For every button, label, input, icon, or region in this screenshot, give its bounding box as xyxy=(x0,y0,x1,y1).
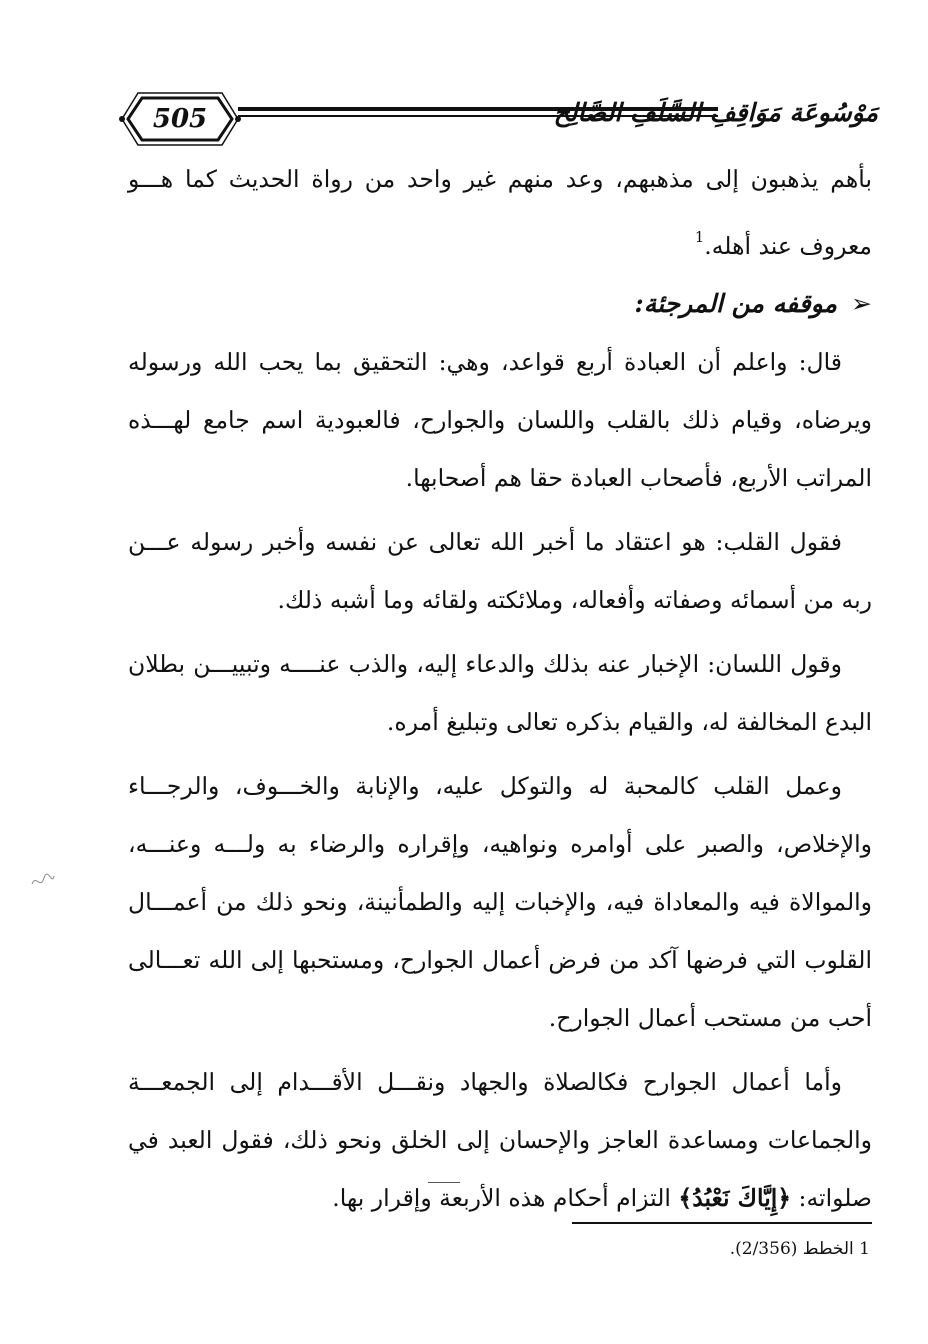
paragraph: قال: واعلم أن العبادة أربع قواعد، وهي: التحقيق بما يحب الله ورسوله ويرضاه، وقيام ذلك بالقلب واللسان والجوارح، فالعبودية اسم جامع لهـــذه المراتب الأربع، فأصحاب العبادة حقا هم أصحابها. xyxy=(128,348,872,492)
paragraph: وقول اللسان: الإخبار عنه بذلك والدعاء إليه، والذب عنــــه وتبييـــن بطلان البدع المخالفة له، والقيام بذكره تعالى وتبليغ أمره. xyxy=(128,650,872,736)
page-body xyxy=(128,150,872,1227)
footnote-separator xyxy=(572,1222,872,1224)
arrow-bullet-icon: ➢ xyxy=(851,289,872,318)
page-number-badge xyxy=(118,88,242,150)
paragraph-text: وأما أعمال الجوارح فكالصلاة والجهاد ونقـــل الأقـــدام إلى الجمعـــة والجماعات ومساعدة العاجز والإحسان إلى الخلق ونحو ذلك، فقول العبد في صلواته: xyxy=(128,1068,872,1212)
series-title: مَوْسُوعَة مَوَاقِفِ السَّلَفِ الصَّالِح xyxy=(553,98,878,127)
section-heading-text: موقفه من المرجئة: xyxy=(634,289,838,318)
intro-paragraph xyxy=(128,150,872,275)
page-number: 505 xyxy=(152,104,208,134)
footnote-ref[interactable]: 1 xyxy=(694,228,705,246)
paragraph-last xyxy=(128,1053,872,1227)
footnote-text: الخطط (2/356). xyxy=(729,1239,854,1259)
intro-text: بأهم يذهبون إلى مذهبهم، وعد منهم غير واحد من رواة الحديث كما هـــو معروف عند أهله. xyxy=(128,165,872,260)
paragraph: وعمل القلب كالمحبة له والتوكل عليه، والإنابة والخـــوف، والرجـــاء والإخلاص، والصبر على أوامره ونواهيه، وإقراره والرضاء به ولـــه وعنـــه، والموالاة فيه والمعاداة فيه، والإخبات إليه والطمأنينة، ونحو ذلك من أعمـــال القلوب التي فرضها آكد من فرض أعمال الجوارح، ومستحبها إلى الله تعـــالى أحب من مستحب أعمال الجوارح. xyxy=(128,772,872,1032)
margin-squiggle-icon xyxy=(28,866,58,896)
footnote-number: 1 xyxy=(859,1239,870,1259)
footnote xyxy=(470,1234,870,1264)
end-dash xyxy=(428,1182,460,1183)
paragraph: فقول القلب: هو اعتقاد ما أخبر الله تعالى عن نفسه وأخبر رسوله عـــن ربه من أسمائه وصفاته وأفعاله، وملائكته ولقائه وما أشبه ذلك. xyxy=(128,528,872,614)
page-header xyxy=(118,88,878,150)
section-heading xyxy=(128,275,872,333)
quran-verse: ﴿إِيَّاكَ نَعْبُدُ﴾ xyxy=(678,1184,792,1212)
paragraph-tail: التزام أحكام هذه الأربعة وإقرار بها. xyxy=(332,1184,671,1212)
